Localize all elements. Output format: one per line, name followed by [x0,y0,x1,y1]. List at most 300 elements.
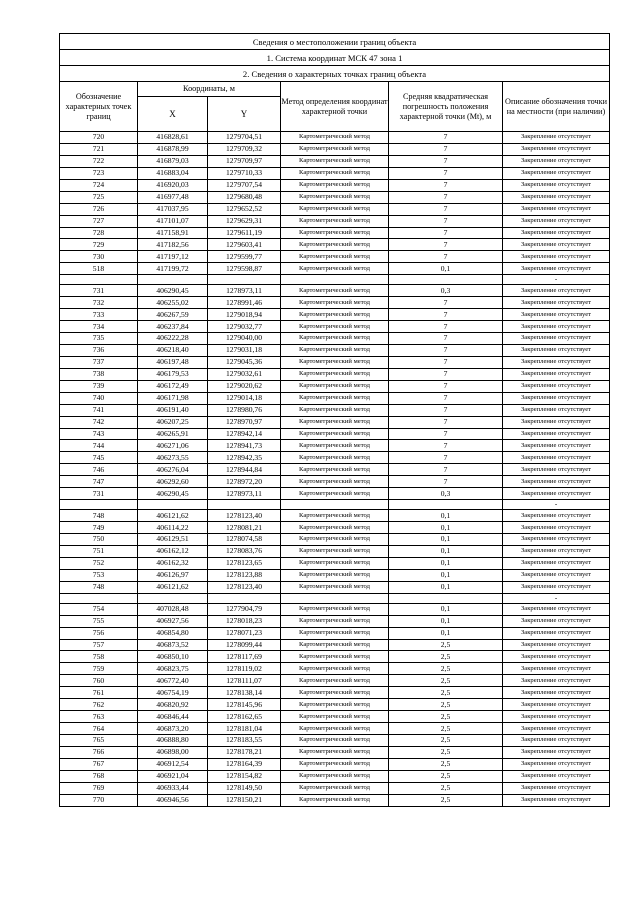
coord-x: 406850,10 [138,651,208,663]
point-id: 764 [60,723,138,735]
coord-x: 406823,75 [138,663,208,675]
description-cell: Закрепление отсутствует [503,735,610,747]
table-row [60,239,610,251]
coord-y: 1278183,55 [208,735,281,747]
accuracy-cell: 0,3 [389,285,503,297]
description-cell: Закрепление отсутствует [503,404,610,416]
description-cell: Закрепление отсутствует [503,488,610,500]
point-id: 722 [60,155,138,167]
description-cell: Закрепление отсутствует [503,368,610,380]
table-row [60,522,610,534]
description-cell: Закрепление отсутствует [503,132,610,144]
method-cell: Картометрический метод [281,603,389,615]
coord-x: 406179,53 [138,368,208,380]
description-cell: Закрепление отсутствует [503,285,610,297]
method-cell: Картометрический метод [281,428,389,440]
coord-y: 1279680,48 [208,191,281,203]
coord-y: 1278123,65 [208,557,281,569]
table-row [60,344,610,356]
accuracy-cell: 2,5 [389,770,503,782]
point-id: 741 [60,404,138,416]
separator-cell [60,275,138,285]
coord-y: 1278980,76 [208,404,281,416]
point-id: 731 [60,285,138,297]
coord-x: 406121,62 [138,510,208,522]
method-cell: Картометрический метод [281,263,389,275]
description-cell: Закрепление отсутствует [503,215,610,227]
coord-x: 417199,72 [138,263,208,275]
accuracy-cell: 7 [389,179,503,191]
accuracy-cell: 2,5 [389,675,503,687]
description-cell: Закрепление отсутствует [503,356,610,368]
point-id: 742 [60,416,138,428]
method-cell: Картометрический метод [281,440,389,452]
header-point-designation: Обозначение характерных точек границ [60,82,138,132]
table-row [60,639,610,651]
accuracy-cell: 7 [389,416,503,428]
coord-x: 406114,22 [138,522,208,534]
coord-x: 406222,28 [138,333,208,345]
method-cell: Картометрический метод [281,627,389,639]
point-id: 518 [60,263,138,275]
document-title: Сведения о местоположении границ объекта [60,34,610,50]
method-cell: Картометрический метод [281,699,389,711]
coord-y: 1279599,77 [208,251,281,263]
point-id: 762 [60,699,138,711]
coord-x: 406276,04 [138,464,208,476]
description-cell: Закрепление отсутствует [503,203,610,215]
coord-y: 1278944,84 [208,464,281,476]
table-row [60,356,610,368]
point-id: 737 [60,356,138,368]
description-cell: Закрепление отсутствует [503,746,610,758]
point-id: 748 [60,510,138,522]
separator-cell [60,593,138,603]
description-cell: Закрепление отсутствует [503,416,610,428]
point-id: 756 [60,627,138,639]
accuracy-cell: 7 [389,215,503,227]
accuracy-cell: 0,1 [389,557,503,569]
accuracy-cell: 2,5 [389,758,503,770]
coord-y: 1278074,58 [208,534,281,546]
table-row [60,203,610,215]
description-cell: Закрепление отсутствует [503,687,610,699]
coord-x: 417101,07 [138,215,208,227]
description-cell: Закрепление отсутствует [503,309,610,321]
accuracy-cell: 7 [389,380,503,392]
table-row [60,285,610,297]
method-cell: Картометрический метод [281,687,389,699]
description-cell: Закрепление отсутствует [503,239,610,251]
table-row [60,263,610,275]
point-id: 766 [60,746,138,758]
coord-y: 1279707,54 [208,179,281,191]
coord-y: 1278099,44 [208,639,281,651]
coord-y: 1278138,14 [208,687,281,699]
coord-x: 406873,52 [138,639,208,651]
point-id: 740 [60,392,138,404]
accuracy-cell: 2,5 [389,711,503,723]
separator-cell [138,500,208,510]
accuracy-cell: 7 [389,143,503,155]
table-row [60,321,610,333]
point-id: 759 [60,663,138,675]
description-cell: Закрепление отсутствует [503,191,610,203]
accuracy-cell: 7 [389,321,503,333]
coord-y: 1279598,87 [208,263,281,275]
coord-x: 406888,80 [138,735,208,747]
accuracy-cell: 7 [389,356,503,368]
separator-cell [208,275,281,285]
coordinate-system-subtitle: 1. Система координат МСК 47 зона 1 [60,50,610,66]
table-row [60,488,610,500]
method-cell: Картометрический метод [281,545,389,557]
coord-x: 416920,03 [138,179,208,191]
method-cell: Картометрический метод [281,639,389,651]
table-row [60,581,610,593]
accuracy-cell: 7 [389,344,503,356]
description-cell: Закрепление отсутствует [503,627,610,639]
description-cell: Закрепление отсутствует [503,663,610,675]
accuracy-cell: 2,5 [389,651,503,663]
point-id: 726 [60,203,138,215]
description-cell: Закрепление отсутствует [503,344,610,356]
coord-y: 1278119,02 [208,663,281,675]
separator-cell [281,275,389,285]
point-id: 751 [60,545,138,557]
accuracy-cell: 2,5 [389,735,503,747]
description-cell: Закрепление отсутствует [503,464,610,476]
description-cell: Закрепление отсутствует [503,770,610,782]
description-cell: Закрепление отсутствует [503,651,610,663]
coord-y: 1278117,69 [208,651,281,663]
coord-y: 1278970,97 [208,416,281,428]
coord-x: 417182,56 [138,239,208,251]
point-id: 723 [60,167,138,179]
separator-cell [208,593,281,603]
accuracy-cell: 7 [389,309,503,321]
coord-x: 406129,51 [138,534,208,546]
method-cell: Картометрический метод [281,651,389,663]
coord-y: 1278164,39 [208,758,281,770]
description-cell: Закрепление отсутствует [503,723,610,735]
point-id: 732 [60,297,138,309]
table-row [60,191,610,203]
method-cell: Картометрический метод [281,663,389,675]
method-cell: Картометрический метод [281,581,389,593]
coord-x: 407028,48 [138,603,208,615]
description-cell: Закрепление отсутствует [503,476,610,488]
method-cell: Картометрический метод [281,333,389,345]
coord-y: 1278081,21 [208,522,281,534]
table-row [60,711,610,723]
table-row [60,687,610,699]
coord-y: 1279020,62 [208,380,281,392]
accuracy-cell: 7 [389,251,503,263]
coord-y: 1279040,00 [208,333,281,345]
method-cell: Картометрический метод [281,746,389,758]
point-id: 743 [60,428,138,440]
table-row [60,251,610,263]
description-cell: Закрепление отсутствует [503,639,610,651]
method-cell: Картометрический метод [281,488,389,500]
accuracy-cell: 7 [389,155,503,167]
coord-x: 406255,02 [138,297,208,309]
description-cell: Закрепление отсутствует [503,699,610,711]
point-id: 761 [60,687,138,699]
description-cell: Закрепление отсутствует [503,522,610,534]
table-row [60,333,610,345]
coord-y: 1278071,23 [208,627,281,639]
coordinates-document [59,33,609,807]
method-cell: Картометрический метод [281,297,389,309]
table-row [60,143,610,155]
description-cell: Закрепление отсутствует [503,782,610,794]
method-cell: Картометрический метод [281,735,389,747]
accuracy-cell: 0,1 [389,534,503,546]
description-cell: Закрепление отсутствует [503,428,610,440]
point-id: 765 [60,735,138,747]
table-row [60,392,610,404]
coord-x: 406218,40 [138,344,208,356]
method-cell: Картометрический метод [281,522,389,534]
method-cell: Картометрический метод [281,179,389,191]
method-cell: Картометрический метод [281,615,389,627]
table-body [60,132,610,807]
table-row [60,545,610,557]
coord-x: 416879,03 [138,155,208,167]
description-cell: Закрепление отсутствует [503,603,610,615]
accuracy-cell: 7 [389,392,503,404]
coord-x: 406921,04 [138,770,208,782]
header-method: Метод определения координат характерной точки [281,82,389,132]
point-id: 744 [60,440,138,452]
coord-x: 417037,95 [138,203,208,215]
coord-x: 406854,80 [138,627,208,639]
table-row [60,510,610,522]
coord-x: 406172,49 [138,380,208,392]
coord-y: 1279045,36 [208,356,281,368]
table-row [60,615,610,627]
method-cell: Картометрический метод [281,392,389,404]
accuracy-cell: 0,1 [389,510,503,522]
method-cell: Картометрический метод [281,368,389,380]
point-id: 738 [60,368,138,380]
header-description: Описание обозначения точки на местности (при наличии) [503,82,610,132]
accuracy-cell: 7 [389,476,503,488]
accuracy-cell: 7 [389,167,503,179]
description-cell: Закрепление отсутствует [503,392,610,404]
coord-x: 406121,62 [138,581,208,593]
coord-x: 406271,06 [138,440,208,452]
accuracy-cell: 2,5 [389,746,503,758]
accuracy-cell: 2,5 [389,782,503,794]
coord-x: 406754,19 [138,687,208,699]
table-row [60,452,610,464]
description-cell: Закрепление отсутствует [503,251,610,263]
point-id: 748 [60,581,138,593]
accuracy-cell: 7 [389,404,503,416]
accuracy-cell: 7 [389,440,503,452]
point-id: 750 [60,534,138,546]
method-cell: Картометрический метод [281,794,389,806]
point-id: 767 [60,758,138,770]
method-cell: Картометрический метод [281,143,389,155]
table-row [60,404,610,416]
method-cell: Картометрический метод [281,132,389,144]
coord-y: 1278150,21 [208,794,281,806]
table-row [60,416,610,428]
contour-separator-row [60,275,610,285]
accuracy-cell: 7 [389,452,503,464]
point-id: 735 [60,333,138,345]
table-row [60,297,610,309]
coord-y: 1279611,19 [208,227,281,239]
table-row [60,179,610,191]
table-row [60,464,610,476]
method-cell: Картометрический метод [281,251,389,263]
description-cell: Закрепление отсутствует [503,675,610,687]
description-cell: Закрепление отсутствует [503,758,610,770]
coord-x: 406171,98 [138,392,208,404]
coord-y: 1278145,96 [208,699,281,711]
coord-y: 1279018,94 [208,309,281,321]
accuracy-cell: 7 [389,333,503,345]
points-info-subtitle: 2. Сведения о характерных точках границ объекта [60,66,610,82]
contour-separator-row [60,593,610,603]
table-row [60,675,610,687]
method-cell: Картометрический метод [281,416,389,428]
accuracy-cell: 2,5 [389,687,503,699]
point-id: 745 [60,452,138,464]
coord-y: 1279032,77 [208,321,281,333]
separator-cell [138,593,208,603]
table-row [60,651,610,663]
description-cell: Закрепление отсутствует [503,569,610,581]
point-id: 736 [60,344,138,356]
method-cell: Картометрический метод [281,321,389,333]
accuracy-cell: 0,1 [389,603,503,615]
description-cell: Закрепление отсутствует [503,155,610,167]
method-cell: Картометрический метод [281,569,389,581]
table-row [60,155,610,167]
coord-y: 1278181,04 [208,723,281,735]
coord-y: 1279709,32 [208,143,281,155]
separator-dash: - [503,275,610,285]
description-cell: Закрепление отсутствует [503,534,610,546]
coord-x: 406873,20 [138,723,208,735]
point-id: 769 [60,782,138,794]
coordinates-table [59,33,610,807]
coord-x: 406912,54 [138,758,208,770]
coord-x: 406267,59 [138,309,208,321]
coord-x: 406946,56 [138,794,208,806]
table-row [60,440,610,452]
separator-cell [138,275,208,285]
table-row [60,428,610,440]
method-cell: Картометрический метод [281,675,389,687]
coord-y: 1279652,52 [208,203,281,215]
table-row [60,794,610,806]
header-x: X [138,97,208,132]
method-cell: Картометрический метод [281,557,389,569]
coord-x: 417197,12 [138,251,208,263]
table-row [60,534,610,546]
point-id: 729 [60,239,138,251]
method-cell: Картометрический метод [281,770,389,782]
method-cell: Картометрический метод [281,309,389,321]
point-id: 746 [60,464,138,476]
method-cell: Картометрический метод [281,782,389,794]
coord-y: 1278123,88 [208,569,281,581]
method-cell: Картометрический метод [281,404,389,416]
accuracy-cell: 7 [389,191,503,203]
accuracy-cell: 7 [389,227,503,239]
point-id: 720 [60,132,138,144]
description-cell: Закрепление отсутствует [503,510,610,522]
point-id: 755 [60,615,138,627]
description-cell: Закрепление отсутствует [503,263,610,275]
separator-cell [281,500,389,510]
coord-y: 1278162,65 [208,711,281,723]
method-cell: Картометрический метод [281,203,389,215]
table-row [60,227,610,239]
coord-x: 406237,84 [138,321,208,333]
coord-y: 1279014,18 [208,392,281,404]
table-row [60,569,610,581]
description-cell: Закрепление отсутствует [503,227,610,239]
method-cell: Картометрический метод [281,167,389,179]
point-id: 758 [60,651,138,663]
separator-cell [60,500,138,510]
table-row [60,699,610,711]
coord-y: 1278111,07 [208,675,281,687]
coord-x: 406162,32 [138,557,208,569]
point-id: 725 [60,191,138,203]
accuracy-cell: 2,5 [389,699,503,711]
method-cell: Картометрический метод [281,711,389,723]
description-cell: Закрепление отсутствует [503,179,610,191]
accuracy-cell: 2,5 [389,663,503,675]
method-cell: Картометрический метод [281,155,389,167]
separator-dash: - [503,593,610,603]
point-id: 752 [60,557,138,569]
method-cell: Картометрический метод [281,215,389,227]
coord-x: 406191,40 [138,404,208,416]
point-id: 754 [60,603,138,615]
coord-y: 1279709,97 [208,155,281,167]
description-cell: Закрепление отсутствует [503,380,610,392]
point-id: 749 [60,522,138,534]
description-cell: Закрепление отсутствует [503,321,610,333]
description-cell: Закрепление отсутствует [503,794,610,806]
header-accuracy: Средняя квадратическая погрешность положения характерной точки (Mt), м [389,82,503,132]
method-cell: Картометрический метод [281,191,389,203]
coord-x: 406292,60 [138,476,208,488]
header-y: Y [208,97,281,132]
separator-cell [389,275,503,285]
coord-x: 406820,92 [138,699,208,711]
table-row [60,380,610,392]
accuracy-cell: 2,5 [389,794,503,806]
coord-x: 406265,91 [138,428,208,440]
coord-x: 406846,44 [138,711,208,723]
coord-y: 1278083,76 [208,545,281,557]
table-row [60,627,610,639]
table-row [60,368,610,380]
coord-y: 1278149,50 [208,782,281,794]
point-id: 727 [60,215,138,227]
